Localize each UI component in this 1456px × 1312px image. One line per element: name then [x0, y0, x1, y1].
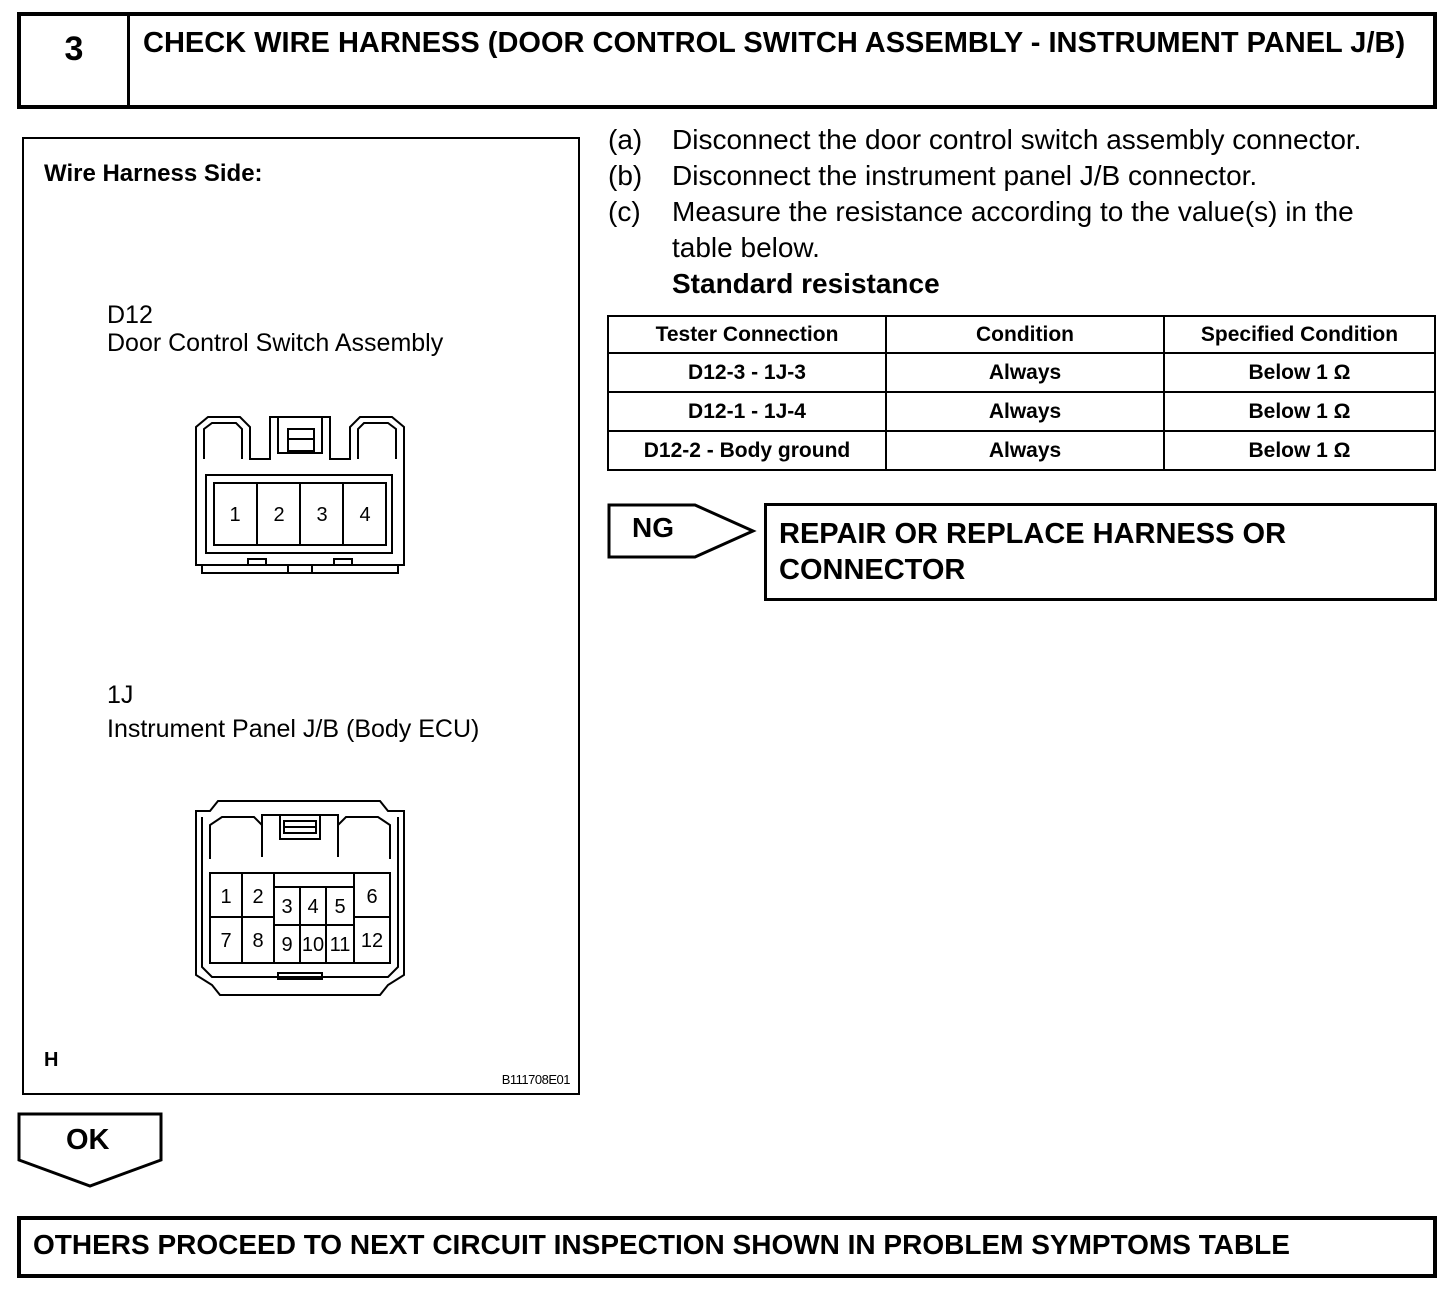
1j-pin-8: 8: [252, 930, 264, 952]
table-cell: Below 1 Ω: [1164, 353, 1435, 392]
table-header: Specified Condition: [1164, 316, 1435, 353]
d12-connector-diagram: [192, 415, 408, 579]
ok-label: OK: [66, 1124, 110, 1156]
d12-connector-name: Door Control Switch Assembly: [107, 329, 444, 357]
table-cell: Below 1 Ω: [1164, 392, 1435, 431]
table-row: [608, 353, 1435, 392]
d12-connector-code: D12: [107, 301, 153, 329]
1j-connector-name: Instrument Panel J/B (Body ECU): [107, 715, 480, 743]
table-header: Tester Connection: [608, 316, 886, 353]
d12-pin-4: 4: [359, 504, 371, 526]
step-title: CHECK WIRE HARNESS (DOOR CONTROL SWITCH ASSEMBLY - INSTRUMENT PANEL J/B): [143, 27, 1406, 59]
table-cell: D12-2 - Body ground: [608, 431, 886, 470]
next-step-box: OTHERS PROCEED TO NEXT CIRCUIT INSPECTION SHOWN IN PROBLEM SYMPTOMS TABLE: [17, 1216, 1437, 1278]
step-c-label: (c): [608, 196, 641, 227]
table-cell: D12-1 - 1J-4: [608, 392, 886, 431]
ng-action-box: REPAIR OR REPLACE HARNESS OR CONNECTOR: [764, 503, 1437, 601]
1j-pin-6: 6: [366, 886, 378, 908]
table-cell: Always: [886, 353, 1164, 392]
table-cell: Always: [886, 431, 1164, 470]
step-a-label: (a): [608, 124, 643, 155]
step-c-text: Measure the resistance according to the value(s) in the: [672, 196, 1354, 227]
table-header-row: [608, 316, 1435, 353]
1j-pin-7: 7: [220, 930, 232, 952]
spec-table: [607, 315, 1436, 471]
ng-arrow-icon: [607, 501, 757, 561]
figure-id: B111708E01: [501, 1072, 570, 1087]
step-c-continued-text: table below.: [672, 232, 820, 263]
1j-pin-3: 3: [281, 896, 293, 918]
table-cell: Always: [886, 392, 1164, 431]
1j-pin-4: 4: [307, 896, 319, 918]
table-cell: D12-3 - 1J-3: [608, 353, 886, 392]
step-b-text: Disconnect the instrument panel J/B connector.: [672, 160, 1258, 191]
1j-pin-5: 5: [334, 896, 346, 918]
d12-pin-1: 1: [229, 504, 241, 526]
1j-pin-12: 12: [360, 930, 384, 952]
step-b-label: (b): [608, 160, 643, 191]
table-row: [608, 431, 1435, 470]
1j-pin-10: 10: [301, 934, 325, 956]
figure-caption: Wire Harness Side:: [44, 160, 263, 187]
d12-pin-3: 3: [316, 504, 328, 526]
standard-heading: Standard resistance: [672, 268, 940, 299]
table-cell: Below 1 Ω: [1164, 431, 1435, 470]
ng-label: NG: [632, 512, 674, 543]
table-row: [608, 392, 1435, 431]
table-header: Condition: [886, 316, 1164, 353]
1j-pin-2: 2: [252, 886, 264, 908]
step-number: 3: [21, 16, 130, 105]
1j-connector-diagram: [192, 799, 408, 999]
step-header: [17, 12, 1437, 109]
step-a-text: Disconnect the door control switch assembly connector.: [672, 124, 1362, 155]
1j-pin-1: 1: [220, 886, 232, 908]
d12-pin-2: 2: [273, 504, 285, 526]
1j-pin-9: 9: [281, 934, 293, 956]
1j-pin-11: 11: [329, 934, 351, 956]
1j-connector-code: 1J: [107, 681, 134, 709]
connector-illustration: [22, 137, 580, 1095]
figure-view-label: H: [44, 1049, 59, 1071]
